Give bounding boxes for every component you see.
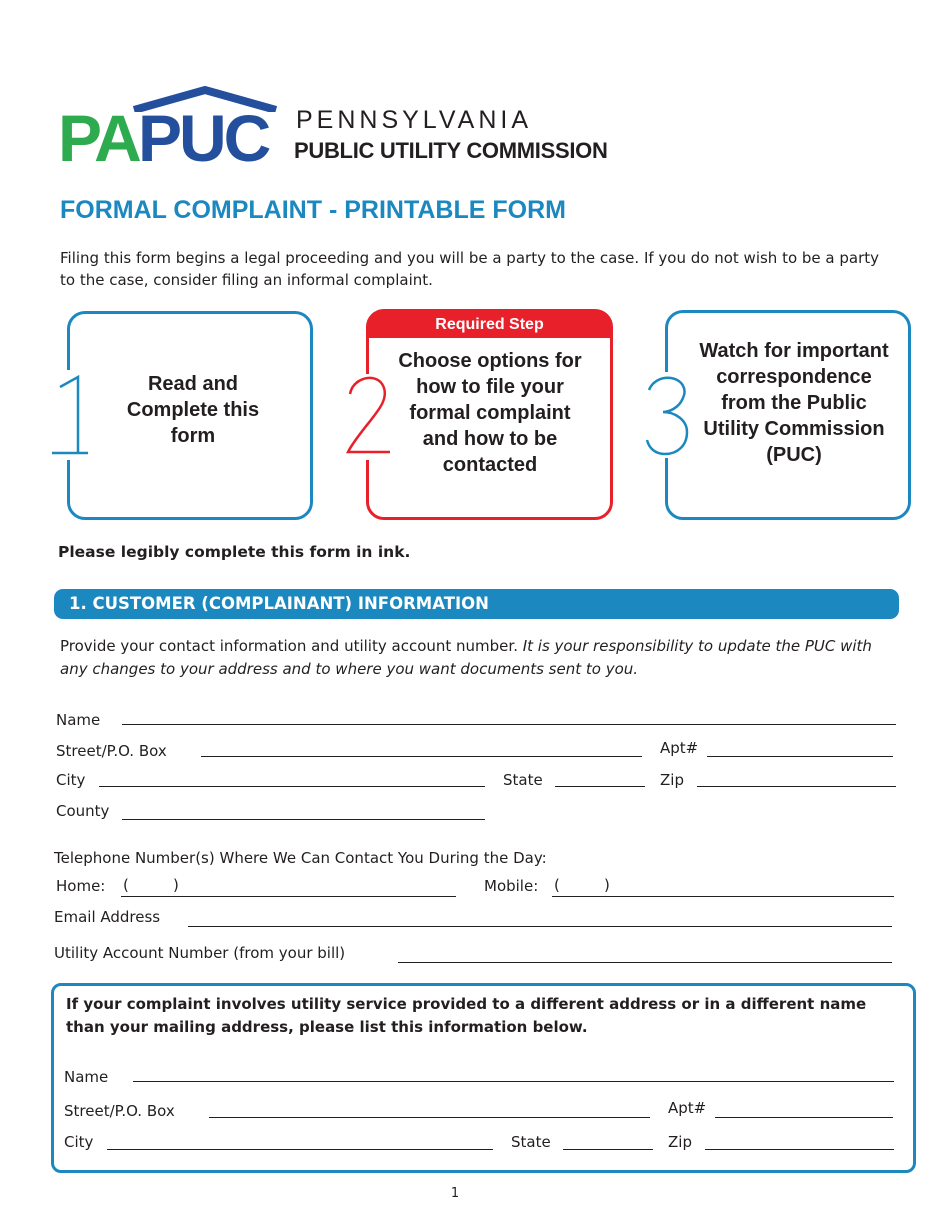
service-state-field[interactable] [563,1149,653,1150]
required-step-banner: Required Step [367,311,612,338]
home-phone-label: Home: [56,877,106,895]
org-name: PUBLIC UTILITY COMMISSION [294,138,608,163]
email-label: Email Address [54,908,161,926]
home-paren-open: ( [123,876,129,894]
phone-heading: Telephone Number(s) Where We Can Contact You During the Day: [54,849,547,867]
service-street-field[interactable] [209,1117,650,1118]
service-city-field[interactable] [107,1149,493,1150]
provide-info-text [60,635,895,681]
street-label: Street/P.O. Box [56,742,167,760]
service-street-label: Street/P.O. Box [64,1102,175,1120]
home-paren-close: ) [173,876,179,894]
county-label: County [56,802,110,820]
apt-field[interactable] [707,756,893,757]
page-number: 1 [450,1186,460,1201]
state-label: State [503,771,543,789]
service-name-label: Name [64,1068,109,1086]
city-field[interactable] [99,786,485,787]
step-3-text: Watch for important correspondence from the Public Utility Commission (PUC) [699,340,889,466]
service-apt-label: Apt# [668,1099,707,1117]
account-label: Utility Account Number (from your bill) [54,944,346,962]
name-field[interactable] [122,724,896,725]
provide-italic: It is your responsibility to update the PUC with any changes to your address and to where you want documents sent to you. [60,637,872,678]
county-field[interactable] [122,819,485,820]
name-label: Name [56,711,101,729]
state-name: PENNSYLVANIA [296,106,533,134]
home-phone-field[interactable] [121,896,456,897]
step-2-number [344,376,392,456]
zip-label: Zip [660,771,684,789]
state-field[interactable] [555,786,645,787]
account-field[interactable] [398,962,892,963]
service-address-note: If your complaint involves utility service provided to a different address or in a different name than your mailing address, please list this information below. [66,995,867,1036]
form-title: FORMAL COMPLAINT - PRINTABLE FORM [60,196,566,224]
zip-field[interactable] [697,786,896,787]
service-name-field[interactable] [133,1081,894,1082]
mobile-phone-field[interactable] [552,896,894,897]
mobile-paren-close: ) [604,876,610,894]
intro-text: Filing this form begins a legal proceeding and you will be a party to the case. If you do not wish to be a party to the case, consider filing an informal complaint. [60,249,880,289]
apt-label: Apt# [660,739,699,757]
service-state-label: State [511,1133,551,1151]
step-3-number [643,376,691,456]
city-label: City [56,771,86,789]
service-zip-field[interactable] [705,1149,894,1150]
logo-puc: PUC [138,101,269,175]
mobile-paren-open: ( [554,876,560,894]
mobile-phone-label: Mobile: [484,877,539,895]
service-city-label: City [64,1133,94,1151]
step-1-number [48,375,94,457]
legibly-instruction: Please legibly complete this form in ink. [58,543,411,561]
street-field[interactable] [201,756,642,757]
section-1-heading: 1. CUSTOMER (COMPLAINANT) INFORMATION [54,589,899,619]
service-apt-field[interactable] [715,1117,893,1118]
email-field[interactable] [188,926,892,927]
provide-plain: Provide your contact information and utility account number. [60,637,523,655]
logo-pa: PA [58,101,139,175]
service-zip-label: Zip [668,1133,692,1151]
step-2-text: Choose options for how to file your formal complaint and how to be contacted [398,350,582,476]
step-1-text: Read and Complete this form [126,373,260,447]
